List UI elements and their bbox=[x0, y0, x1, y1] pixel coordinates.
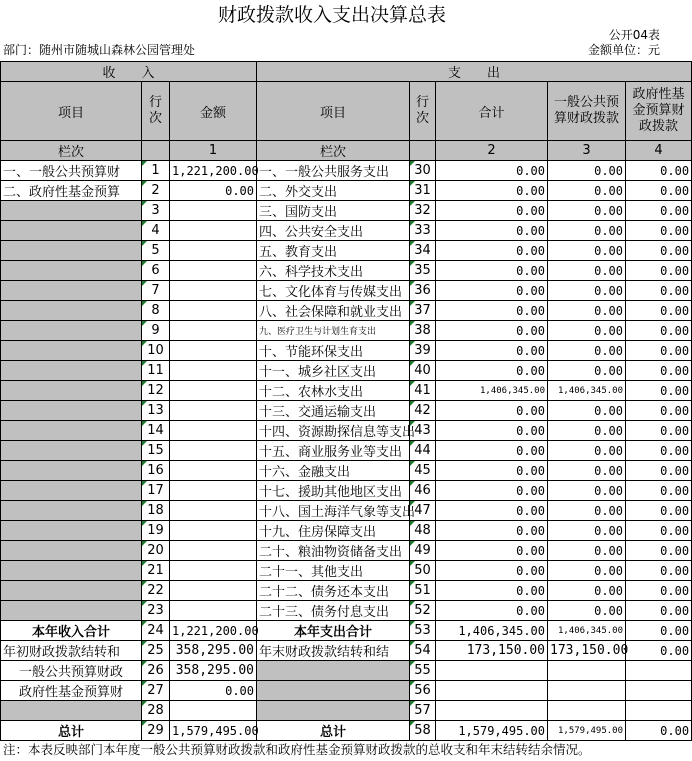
line-number: 56 bbox=[410, 681, 436, 701]
expense-item: 六、科学技术支出 bbox=[257, 261, 410, 281]
expense-fund: 0.00 bbox=[626, 181, 692, 201]
expense-total: 0.00 bbox=[436, 401, 548, 421]
expense-fund: 0.00 bbox=[626, 361, 692, 381]
expense-total: 0.00 bbox=[436, 561, 548, 581]
line-number: 36 bbox=[410, 281, 436, 301]
expense-total: 0.00 bbox=[436, 421, 548, 441]
line-number: 3 bbox=[142, 201, 170, 221]
expense-total: 0.00 bbox=[436, 581, 548, 601]
income-item bbox=[1, 341, 142, 361]
line-number: 13 bbox=[142, 401, 170, 421]
expense-total: 0.00 bbox=[436, 161, 548, 181]
col-number-1: 1 bbox=[170, 141, 257, 161]
line-number: 45 bbox=[410, 461, 436, 481]
expense-item: 十六、金融支出 bbox=[257, 461, 410, 481]
ex-item-header: 项目 bbox=[257, 82, 410, 141]
expense-item: 二、外交支出 bbox=[257, 181, 410, 201]
table-row bbox=[1, 561, 692, 581]
expense-total: 0.00 bbox=[436, 541, 548, 561]
line-number: 5 bbox=[142, 241, 170, 261]
expense-item: 三、国防支出 bbox=[257, 201, 410, 221]
expense-general: 0.00 bbox=[548, 161, 626, 181]
line-number: 50 bbox=[410, 561, 436, 581]
expense-item: 十、节能环保支出 bbox=[257, 341, 410, 361]
income-header: 收 入 bbox=[1, 62, 257, 82]
table-row bbox=[1, 341, 692, 361]
income-amount bbox=[170, 321, 257, 341]
expense-item: 十四、资源勘探信息等支出 bbox=[257, 421, 410, 441]
table-row bbox=[1, 361, 692, 381]
expense-fund: 0.00 bbox=[626, 281, 692, 301]
income-item bbox=[1, 601, 142, 621]
expense-general: 0.00 bbox=[548, 401, 626, 421]
income-amount: 1,221,200.00 bbox=[170, 161, 257, 181]
line-number: 2 bbox=[142, 181, 170, 201]
expense-fund: 0.00 bbox=[626, 161, 692, 181]
expense-total-value: 1,406,345.00 bbox=[436, 621, 548, 641]
expense-general: 0.00 bbox=[548, 261, 626, 281]
line-number: 14 bbox=[142, 421, 170, 441]
income-amount bbox=[170, 521, 257, 541]
table-row bbox=[1, 321, 692, 341]
line-number: 21 bbox=[142, 561, 170, 581]
col-label-right: 栏次 bbox=[257, 141, 410, 161]
expense-general: 0.00 bbox=[548, 221, 626, 241]
table-row bbox=[1, 421, 692, 441]
expense-fund: 0.00 bbox=[626, 601, 692, 621]
income-item bbox=[1, 321, 142, 341]
expense-general: 0.00 bbox=[548, 301, 626, 321]
begin-balance-label: 年初财政拨款结转和 bbox=[1, 641, 142, 661]
line-number: 52 bbox=[410, 601, 436, 621]
income-amount bbox=[170, 581, 257, 601]
expense-total: 0.00 bbox=[436, 461, 548, 481]
line-number: 7 bbox=[142, 281, 170, 301]
expense-total: 0.00 bbox=[436, 221, 548, 241]
line-number: 48 bbox=[410, 521, 436, 541]
line-number: 23 bbox=[142, 601, 170, 621]
line-number: 37 bbox=[410, 301, 436, 321]
grand-total-income-value: 1,579,495.00 bbox=[170, 721, 257, 741]
income-amount bbox=[170, 541, 257, 561]
income-item bbox=[1, 261, 142, 281]
expense-fund: 0.00 bbox=[626, 441, 692, 461]
line-number: 53 bbox=[410, 621, 436, 641]
income-amount bbox=[170, 501, 257, 521]
line-number: 44 bbox=[410, 441, 436, 461]
expense-fund-total: 0.00 bbox=[626, 621, 692, 641]
line-number: 47 bbox=[410, 501, 436, 521]
income-amount bbox=[170, 561, 257, 581]
income-item bbox=[1, 481, 142, 501]
expense-fund: 0.00 bbox=[626, 521, 692, 541]
col-number-2: 2 bbox=[436, 141, 548, 161]
income-amount bbox=[170, 341, 257, 361]
expense-total: 1,406,345.00 bbox=[436, 381, 548, 401]
income-item bbox=[1, 201, 142, 221]
expense-general: 0.00 bbox=[548, 341, 626, 361]
ex-general-header: 一般公共预算财政拨款 bbox=[548, 82, 626, 141]
expense-total-label: 本年支出合计 bbox=[257, 621, 410, 641]
income-item: 二、政府性基金预算 bbox=[1, 181, 142, 201]
line-number: 51 bbox=[410, 581, 436, 601]
expense-general: 0.00 bbox=[548, 561, 626, 581]
expense-general: 0.00 bbox=[548, 281, 626, 301]
table-row bbox=[1, 501, 692, 521]
table-row bbox=[1, 601, 692, 621]
expense-item: 十九、住房保障支出 bbox=[257, 521, 410, 541]
income-item bbox=[1, 561, 142, 581]
expense-general: 0.00 bbox=[548, 441, 626, 461]
table-row bbox=[1, 221, 692, 241]
in-line-header: 行次 bbox=[142, 82, 170, 141]
end-balance-label: 年末财政拨款结转和结 bbox=[257, 641, 410, 661]
income-amount bbox=[170, 461, 257, 481]
expense-general: 0.00 bbox=[548, 481, 626, 501]
expense-total: 0.00 bbox=[436, 241, 548, 261]
line-number: 6 bbox=[142, 261, 170, 281]
expense-fund: 0.00 bbox=[626, 241, 692, 261]
income-item bbox=[1, 301, 142, 321]
page-title: 财政拨款收入支出决算总表 bbox=[217, 4, 446, 26]
expense-fund: 0.00 bbox=[626, 381, 692, 401]
expense-total: 0.00 bbox=[436, 181, 548, 201]
income-amount: 0.00 bbox=[170, 181, 257, 201]
grand-total-expense-label: 总计 bbox=[257, 721, 410, 741]
income-item bbox=[1, 221, 142, 241]
expense-total: 0.00 bbox=[436, 261, 548, 281]
expense-total: 0.00 bbox=[436, 441, 548, 461]
expense-general-total: 1,406,345.00 bbox=[548, 621, 626, 641]
income-item bbox=[1, 581, 142, 601]
line-number: 27 bbox=[142, 681, 170, 701]
line-number: 32 bbox=[410, 201, 436, 221]
income-item bbox=[1, 381, 142, 401]
income-total-value: 1,221,200.00 bbox=[170, 621, 257, 641]
income-amount bbox=[170, 601, 257, 621]
line-number: 11 bbox=[142, 361, 170, 381]
income-amount bbox=[170, 381, 257, 401]
table-row bbox=[1, 201, 692, 221]
expense-total: 0.00 bbox=[436, 501, 548, 521]
begin-balance-value: 358,295.00 bbox=[170, 641, 257, 661]
footnote: 注：本表反映部门本年度一般公共预算财政拨款和政府性基金预算财政拨款的总收支和年末结转结余情况。 bbox=[3, 742, 591, 757]
expense-total: 0.00 bbox=[436, 321, 548, 341]
income-item bbox=[1, 541, 142, 561]
expense-item: 四、公共安全支出 bbox=[257, 221, 410, 241]
line-number: 8 bbox=[142, 301, 170, 321]
expense-fund: 0.00 bbox=[626, 481, 692, 501]
line-number: 42 bbox=[410, 401, 436, 421]
expense-fund: 0.00 bbox=[626, 341, 692, 361]
line-number: 18 bbox=[142, 501, 170, 521]
table-row bbox=[1, 541, 692, 561]
table-row bbox=[1, 161, 692, 181]
expense-fund: 0.00 bbox=[626, 221, 692, 241]
line-number: 19 bbox=[142, 521, 170, 541]
line-number: 49 bbox=[410, 541, 436, 561]
general-budget-carry-label: 一般公共预算财政 bbox=[1, 661, 142, 681]
expense-item: 二十、粮油物资储备支出 bbox=[257, 541, 410, 561]
line-number: 39 bbox=[410, 341, 436, 361]
income-amount bbox=[170, 481, 257, 501]
income-amount bbox=[170, 221, 257, 241]
line-number: 1 bbox=[142, 161, 170, 181]
income-amount bbox=[170, 361, 257, 381]
expense-general: 0.00 bbox=[548, 461, 626, 481]
expense-general: 0.00 bbox=[548, 181, 626, 201]
expense-total: 0.00 bbox=[436, 341, 548, 361]
table-row bbox=[1, 241, 692, 261]
income-item bbox=[1, 361, 142, 381]
table-row bbox=[1, 181, 692, 201]
line-number: 10 bbox=[142, 341, 170, 361]
expense-total: 0.00 bbox=[436, 301, 548, 321]
expense-general: 0.00 bbox=[548, 581, 626, 601]
expense-item: 一、一般公共服务支出 bbox=[257, 161, 410, 181]
line-number: 43 bbox=[410, 421, 436, 441]
income-item bbox=[1, 501, 142, 521]
line-number: 46 bbox=[410, 481, 436, 501]
grand-total-general: 1,579,495.00 bbox=[548, 721, 626, 741]
ex-line-header: 行次 bbox=[410, 82, 436, 141]
line-number: 22 bbox=[142, 581, 170, 601]
line-number: 16 bbox=[142, 461, 170, 481]
in-item-header: 项目 bbox=[1, 82, 142, 141]
grand-total-fund: 0.00 bbox=[626, 721, 692, 741]
table-row bbox=[1, 381, 692, 401]
expense-general: 0.00 bbox=[548, 421, 626, 441]
line-number: 15 bbox=[142, 441, 170, 461]
grand-total-expense-value: 1,579,495.00 bbox=[436, 721, 548, 741]
expense-general: 0.00 bbox=[548, 541, 626, 561]
line-number: 38 bbox=[410, 321, 436, 341]
line-number: 9 bbox=[142, 321, 170, 341]
line-number: 28 bbox=[142, 701, 170, 721]
income-amount bbox=[170, 301, 257, 321]
table-row bbox=[1, 521, 692, 541]
expense-total: 0.00 bbox=[436, 601, 548, 621]
table-row bbox=[1, 401, 692, 421]
income-total-label: 本年收入合计 bbox=[1, 621, 142, 641]
income-amount bbox=[170, 421, 257, 441]
income-item bbox=[1, 461, 142, 481]
line-number: 54 bbox=[410, 641, 436, 661]
line-number: 20 bbox=[142, 541, 170, 561]
table-row bbox=[1, 441, 692, 461]
expense-item: 七、文化体育与传媒支出 bbox=[257, 281, 410, 301]
table-row bbox=[1, 261, 692, 281]
expense-fund: 0.00 bbox=[626, 201, 692, 221]
expense-fund: 0.00 bbox=[626, 421, 692, 441]
income-amount bbox=[170, 441, 257, 461]
expense-general: 0.00 bbox=[548, 501, 626, 521]
line-number: 31 bbox=[410, 181, 436, 201]
table-row bbox=[1, 281, 692, 301]
col-number-3: 3 bbox=[548, 141, 626, 161]
table-code: 公开04表 bbox=[608, 28, 660, 42]
expense-fund: 0.00 bbox=[626, 401, 692, 421]
expense-general: 1,406,345.00 bbox=[548, 381, 626, 401]
expense-item: 八、社会保障和就业支出 bbox=[257, 301, 410, 321]
expense-item: 二十三、债务付息支出 bbox=[257, 601, 410, 621]
end-balance-fund: 0.00 bbox=[626, 641, 692, 661]
expense-item: 九、医疗卫生与计划生育支出 bbox=[257, 321, 410, 341]
department-label: 部门：随州市随城山森林公园管理处 bbox=[3, 43, 196, 57]
expense-item: 十七、援助其他地区支出 bbox=[257, 481, 410, 501]
end-balance-total: 173,150.00 bbox=[436, 641, 548, 661]
line-number: 29 bbox=[142, 721, 170, 741]
in-amount-header: 金额 bbox=[170, 82, 257, 141]
line-number: 25 bbox=[142, 641, 170, 661]
expense-item: 十一、城乡社区支出 bbox=[257, 361, 410, 381]
expense-total: 0.00 bbox=[436, 481, 548, 501]
income-item bbox=[1, 281, 142, 301]
expense-header: 支 出 bbox=[257, 62, 692, 82]
expense-general: 0.00 bbox=[548, 601, 626, 621]
income-amount bbox=[170, 401, 257, 421]
expense-item: 二十二、债务还本支出 bbox=[257, 581, 410, 601]
general-budget-carry-value: 358,295.00 bbox=[170, 661, 257, 681]
expense-general: 0.00 bbox=[548, 241, 626, 261]
line-number: 26 bbox=[142, 661, 170, 681]
line-number: 58 bbox=[410, 721, 436, 741]
line-number: 57 bbox=[410, 701, 436, 721]
line-number: 12 bbox=[142, 381, 170, 401]
unit-label: 金额单位：元 bbox=[587, 43, 660, 57]
line-number: 55 bbox=[410, 661, 436, 681]
table-row bbox=[1, 301, 692, 321]
income-item: 一、一般公共预算财 bbox=[1, 161, 142, 181]
line-number: 4 bbox=[142, 221, 170, 241]
expense-general: 0.00 bbox=[548, 521, 626, 541]
fund-budget-carry-value: 0.00 bbox=[170, 681, 257, 701]
table-row bbox=[1, 481, 692, 501]
ex-total-header: 合计 bbox=[436, 82, 548, 141]
ex-fund-header: 政府性基金预算财政拨款 bbox=[626, 82, 692, 141]
expense-item: 十八、国土海洋气象等支出 bbox=[257, 501, 410, 521]
expense-fund: 0.00 bbox=[626, 581, 692, 601]
expense-fund: 0.00 bbox=[626, 561, 692, 581]
income-amount bbox=[170, 241, 257, 261]
expense-item: 五、教育支出 bbox=[257, 241, 410, 261]
income-item bbox=[1, 421, 142, 441]
expense-item: 十三、交通运输支出 bbox=[257, 401, 410, 421]
line-number: 17 bbox=[142, 481, 170, 501]
income-amount bbox=[170, 281, 257, 301]
expense-total: 0.00 bbox=[436, 201, 548, 221]
line-number: 35 bbox=[410, 261, 436, 281]
line-number: 30 bbox=[410, 161, 436, 181]
expense-fund: 0.00 bbox=[626, 321, 692, 341]
expense-fund: 0.00 bbox=[626, 461, 692, 481]
line-number: 41 bbox=[410, 381, 436, 401]
col-number-4: 4 bbox=[626, 141, 692, 161]
income-item bbox=[1, 241, 142, 261]
col-label-left: 栏次 bbox=[1, 141, 142, 161]
expense-general: 0.00 bbox=[548, 321, 626, 341]
line-number: 34 bbox=[410, 241, 436, 261]
expense-fund: 0.00 bbox=[626, 501, 692, 521]
line-number: 33 bbox=[410, 221, 436, 241]
expense-general: 0.00 bbox=[548, 201, 626, 221]
budget-table bbox=[0, 61, 692, 741]
table-row bbox=[1, 461, 692, 481]
expense-fund: 0.00 bbox=[626, 301, 692, 321]
income-item bbox=[1, 401, 142, 421]
income-item bbox=[1, 441, 142, 461]
line-number: 40 bbox=[410, 361, 436, 381]
expense-item: 二十一、其他支出 bbox=[257, 561, 410, 581]
line-number: 24 bbox=[142, 621, 170, 641]
fund-budget-carry-label: 政府性基金预算财 bbox=[1, 681, 142, 701]
expense-fund: 0.00 bbox=[626, 541, 692, 561]
expense-general: 0.00 bbox=[548, 361, 626, 381]
expense-item: 十五、商业服务业等支出 bbox=[257, 441, 410, 461]
expense-fund: 0.00 bbox=[626, 261, 692, 281]
table-row bbox=[1, 581, 692, 601]
end-balance-general: 173,150.00 bbox=[548, 641, 626, 661]
expense-total: 0.00 bbox=[436, 521, 548, 541]
expense-item: 十二、农林水支出 bbox=[257, 381, 410, 401]
income-amount bbox=[170, 201, 257, 221]
expense-total: 0.00 bbox=[436, 281, 548, 301]
grand-total-income-label: 总计 bbox=[1, 721, 142, 741]
expense-total: 0.00 bbox=[436, 361, 548, 381]
income-item bbox=[1, 521, 142, 541]
income-amount bbox=[170, 261, 257, 281]
